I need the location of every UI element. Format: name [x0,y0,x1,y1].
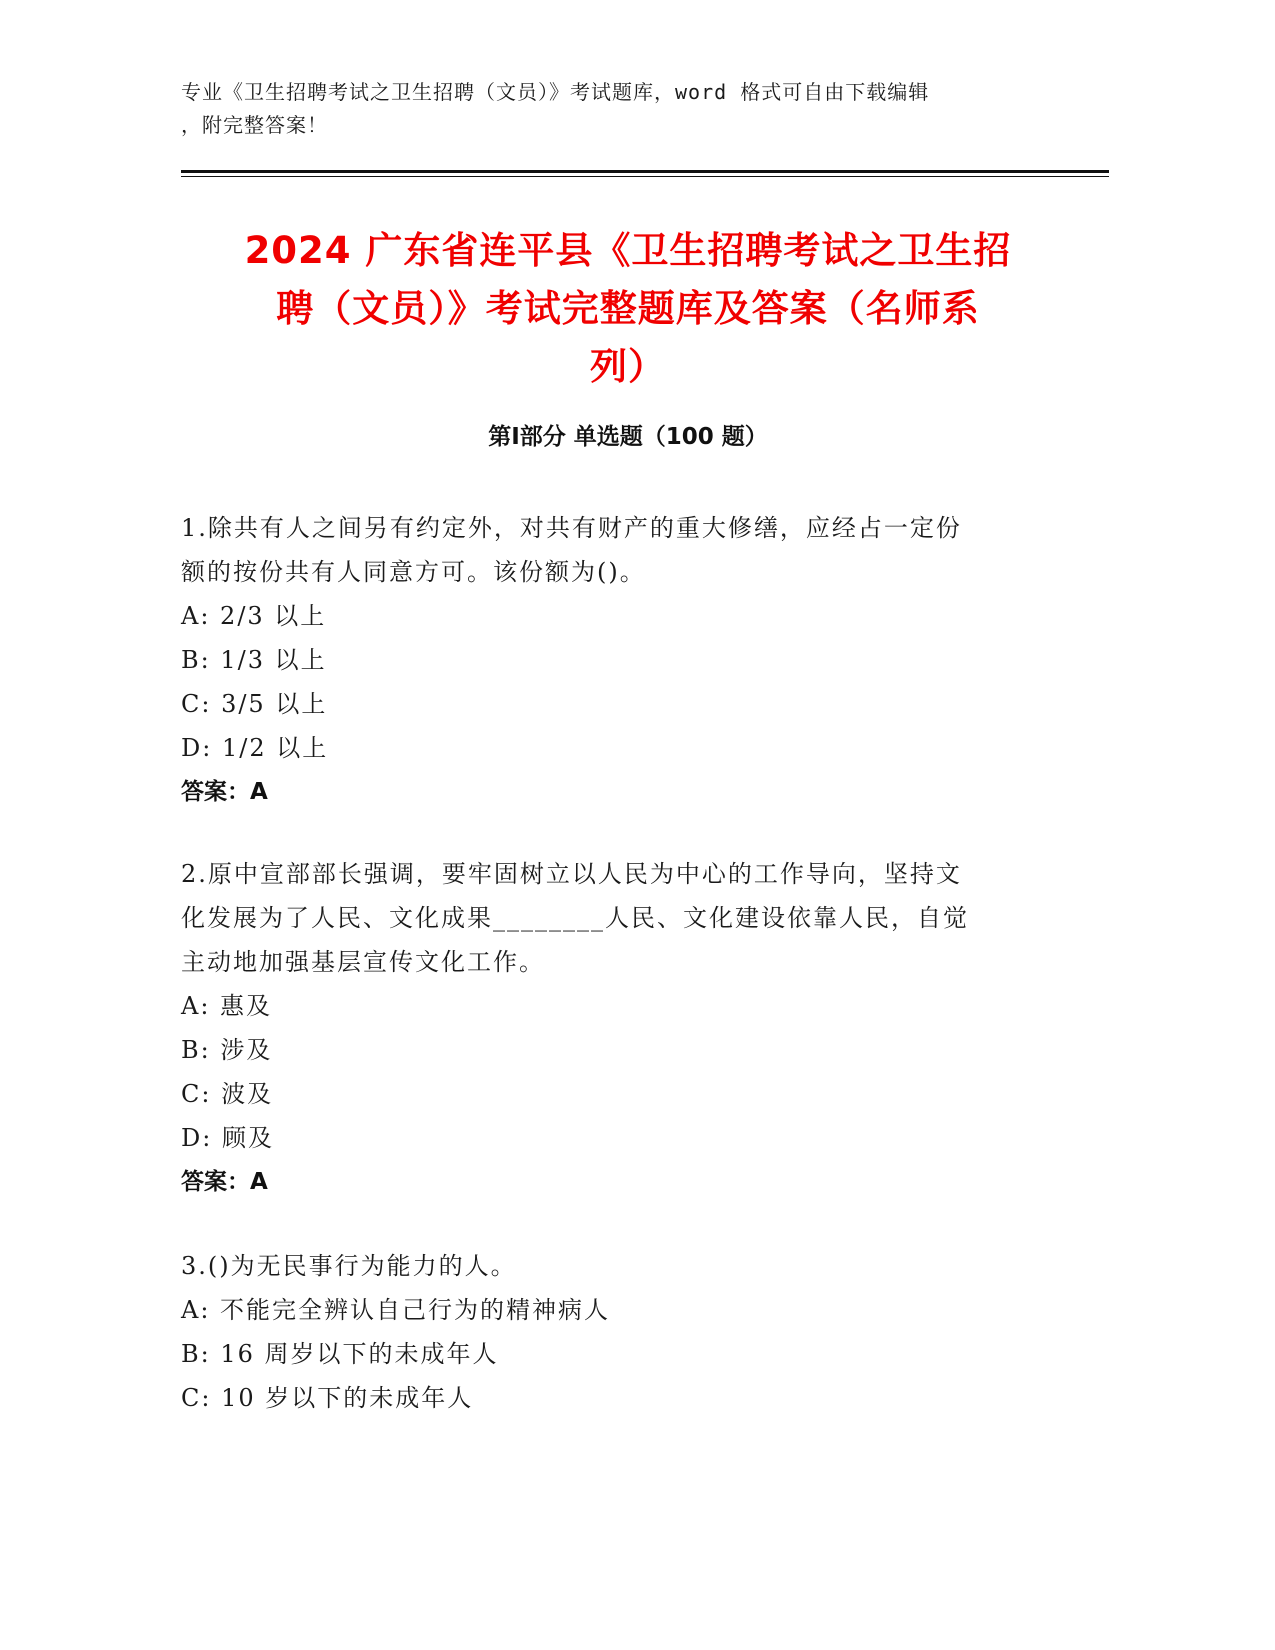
question-stem-line: 主动地加强基层宣传文化工作。 [181,948,545,976]
option-b: B: 涉及 [181,1036,273,1064]
document-title [181,222,1075,396]
document-title-line-3: 列） [590,345,666,388]
document-title-line-2: 聘（文员）》考试完整题库及答案（名师系 [276,287,980,330]
question-stem-line: 额的按份共有人同意方可。该份额为()。 [181,558,646,586]
option-a: A: 2/3 以上 [181,602,327,630]
question-2 [181,852,1041,1204]
option-c: C: 3/5 以上 [181,690,328,718]
option-a: A: 不能完全辨认自己行为的精神病人 [181,1296,611,1324]
option-d: D: 1/2 以上 [181,734,329,762]
option-b: B: 1/3 以上 [181,646,327,674]
section-heading: 第Ⅰ部分 单选题（100 题） [488,424,768,450]
question-stem-line: 2.原中宣部部长强调，要牢固树立以人民为中心的工作导向，坚持文 [181,860,962,888]
option-a: A: 惠及 [181,992,273,1020]
header-note-line-1: 专业《卫生招聘考试之卫生招聘（文员）》考试题库，word 格式可自由下载编辑 [181,80,930,104]
question-1 [181,506,1041,814]
question-3 [181,1244,1041,1420]
header-note-line-2: ，附完整答案！ [181,113,328,137]
header-divider-thick [181,170,1109,173]
question-stem-line: 3.()为无民事行为能力的人。 [181,1252,517,1280]
option-c: C: 10 岁以下的未成年人 [181,1384,474,1412]
document-title-line-1: 2024 广东省连平县《卫生招聘考试之卫生招 [244,229,1012,272]
option-c: C: 波及 [181,1080,274,1108]
question-stem-line: 化发展为了人民、文化成果________人民、文化建设依靠人民，自觉 [181,904,969,932]
option-d: D: 顾及 [181,1124,274,1152]
question-stem-line: 1.除共有人之间另有约定外，对共有财产的重大修缮，应经占一定份 [181,514,962,542]
header-divider-thin [181,176,1109,177]
answer-line: 答案：A [181,1169,268,1195]
option-b: B: 16 周岁以下的未成年人 [181,1340,499,1368]
answer-line: 答案：A [181,779,268,805]
header-note [181,76,1041,142]
